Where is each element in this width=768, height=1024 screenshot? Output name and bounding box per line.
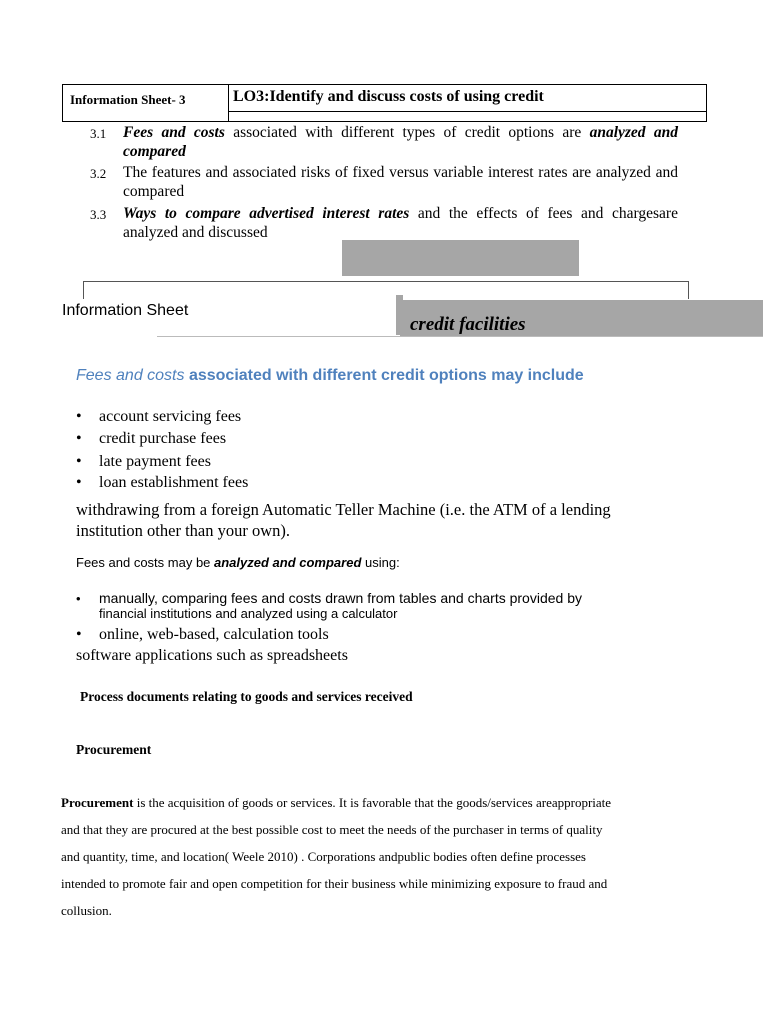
objective-text: associated with different types of credit options are: [224, 124, 590, 141]
compare-item-software: software applications such as spreadsheets: [76, 647, 348, 664]
lo-title: LO3:Identify and discuss costs of using credit: [233, 88, 544, 105]
objective-3-2: [90, 163, 678, 201]
outline-box: [83, 281, 689, 299]
objective-text: The features and associated risks of fixed versus variable interest rates are analyzed and compared: [123, 164, 678, 200]
atm-note: withdrawing from a foreign Automatic Teller Machine (i.e. the ATM of a lending institution other than your own).: [76, 500, 611, 540]
credit-facilities-label: credit facilities: [410, 314, 526, 335]
bullet-icon: •: [76, 430, 82, 447]
compare-emphasis: analyzed and compared: [214, 555, 362, 570]
compare-item-manual: • manually, comparing fees and costs drawn from tables and charts provided by financial institutions and analyzed using a calculator: [76, 590, 582, 621]
lo-title-cell: [229, 85, 706, 121]
header-table: [62, 84, 707, 122]
objective-emphasis-2: analyzed and compared: [123, 124, 679, 160]
sheet-label: Information Sheet- 3: [63, 85, 229, 121]
fees-heading-italic: Fees and costs: [76, 367, 185, 384]
bullet-icon: •: [76, 453, 82, 470]
bullet-icon: •: [76, 626, 82, 643]
bullet-icon: •: [76, 474, 82, 491]
compare-intro: Fees and costs may be analyzed and compared using:: [76, 555, 400, 570]
objective-number: 3.2: [90, 166, 107, 181]
objective-3-1: [90, 123, 678, 161]
info-sheet-label: Information Sheet: [62, 302, 189, 319]
rule-line: [157, 336, 763, 337]
process-heading: Process documents relating to goods and services received: [80, 689, 413, 704]
fees-heading: [76, 367, 584, 385]
bullet-icon: •: [76, 408, 82, 425]
objective-emphasis: Fees and costs: [123, 124, 225, 141]
objective-number: 3.3: [90, 207, 107, 222]
procurement-paragraph: Procurement is the acquisition of goods or services. It is favorable that the goods/services areappropriate and that they are procured at the best possible cost to meet the needs of the purchaser in terms of quality and quantity, time, and location( Weele 2010) . Corporations andpublic bodies often define processes intended to promote fair and open competition for their business while minimizing exposure to fraud and collusion.: [61, 795, 612, 918]
title-underline: [229, 111, 706, 112]
gray-bar-top: [342, 240, 579, 276]
fees-heading-bold: associated with different credit options may include: [184, 367, 584, 384]
objective-text: and the effects of fees and chargesare analyzed and discussed: [123, 205, 678, 241]
objective-emphasis: Ways to compare advertised interest rates: [123, 205, 410, 222]
objective-number: 3.1: [90, 126, 107, 141]
procurement-heading: Procurement: [76, 742, 152, 757]
bullet-icon: •: [76, 591, 81, 606]
objective-3-3: [90, 204, 678, 242]
